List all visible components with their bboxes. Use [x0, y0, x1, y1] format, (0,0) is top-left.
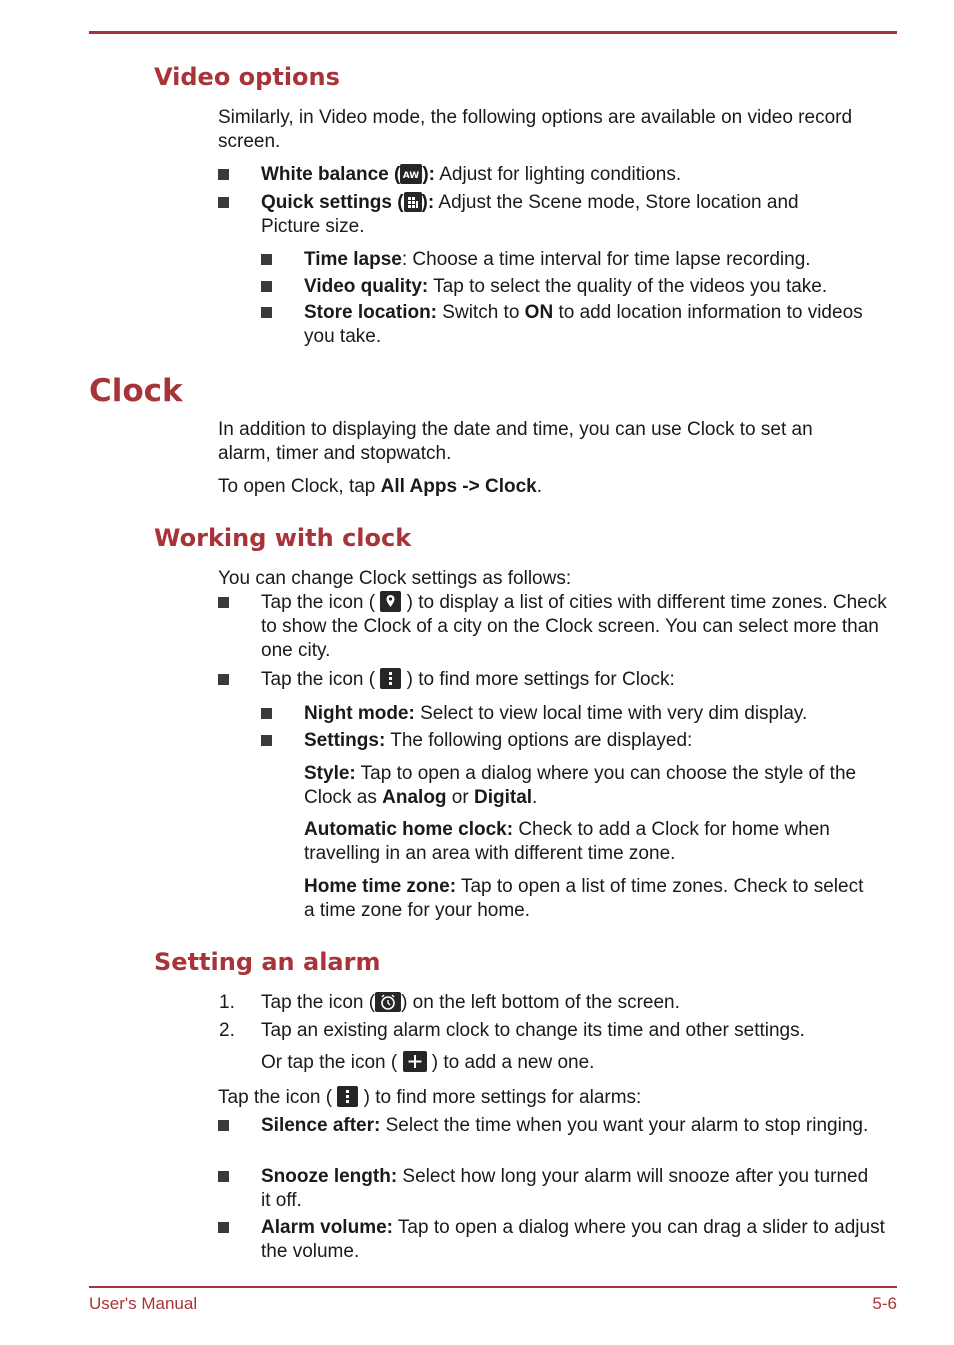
list-item-silence-after: Silence after: Select the time when you want your alarm to stop ringing. — [261, 1114, 871, 1138]
bullet — [218, 197, 229, 208]
heading-video-options: Video options — [154, 63, 340, 91]
bullet — [218, 169, 229, 180]
list-item-more-settings: Tap the icon ( ) to find more settings for Clock: — [261, 668, 881, 692]
setting-automatic-home-clock: Automatic home clock: Check to add a Clock for home when travelling in an area with different time zone. — [304, 819, 830, 864]
location-pin-icon — [380, 591, 401, 612]
heading-setting-an-alarm: Setting an alarm — [154, 948, 381, 976]
setting-style: Style: Tap to open a dialog where you can choose the style of the Clock as Analog or Digital. — [304, 763, 857, 808]
svg-text:AW: AW — [403, 171, 420, 181]
heading-clock: Clock — [89, 373, 183, 409]
menu-dots-icon — [337, 1086, 358, 1107]
working-intro: You can change Clock settings as follows: — [218, 568, 572, 589]
bullet — [261, 281, 272, 292]
bullet — [261, 254, 272, 265]
page-number: 5-6 — [872, 1294, 897, 1313]
bullet — [261, 307, 272, 318]
menu-dots-icon — [380, 668, 401, 689]
list-item-white-balance: White balance ( AW ): Adjust for lighting conditions. — [261, 163, 881, 187]
list-item-time-lapse: Time lapse: Choose a time interval for time lapse recording. — [304, 248, 894, 272]
white-balance-icon — [400, 164, 422, 184]
list-item-store-location: Store location: Switch to ON to add location information to videos you take. — [304, 301, 864, 349]
heading-working-with-clock: Working with clock — [154, 524, 412, 552]
add-alarm-instructions: Or tap the icon ( ) to add a new one. — [261, 1052, 595, 1073]
alarm-clock-icon — [375, 992, 401, 1012]
bullet — [218, 1120, 229, 1131]
top-rule — [89, 31, 897, 34]
add-icon — [403, 1051, 427, 1072]
bullet — [261, 708, 272, 719]
step-1: 1. Tap the icon ( ) on the left bottom of the screen. — [219, 992, 680, 1013]
list-item-cities: Tap the icon ( ) to display a list of cities with different time zones. Check to show the Clock of a city on the Clock screen. You can select more than one city. — [261, 591, 895, 663]
list-item-settings: Settings: The following options are displayed: — [304, 729, 884, 753]
bottom-rule — [89, 1286, 897, 1288]
setting-home-time-zone: Home time zone: Tap to open a list of time zones. Check to select a time zone for your home. — [304, 876, 864, 921]
bullet — [218, 1222, 229, 1233]
video-intro: Similarly, in Video mode, the following options are available on video record screen. — [218, 107, 853, 152]
bullet — [261, 735, 272, 746]
list-item-alarm-volume: Alarm volume: Tap to open a dialog where you can drag a slider to adjust the volume. — [261, 1216, 886, 1264]
alarm-more-settings: Tap the icon ( ) to find more settings for alarms: — [218, 1087, 642, 1108]
bullet — [218, 674, 229, 685]
step-2: 2. Tap an existing alarm clock to change its time and other settings. — [219, 1020, 805, 1041]
list-item-video-quality: Video quality: Tap to select the quality of the videos you take. — [304, 275, 904, 299]
quick-settings-icon — [404, 192, 422, 212]
bullet — [218, 1171, 229, 1182]
clock-intro: In addition to displaying the date and time, you can use Clock to set an alarm, timer and stopwatch. — [218, 419, 813, 464]
bullet — [218, 597, 229, 608]
list-item-quick-settings: Quick settings ( ): Adjust the Scene mode, Store location and Picture size. — [261, 191, 861, 239]
clock-open-instructions: To open Clock, tap All Apps -> Clock. — [218, 476, 543, 497]
list-item-snooze-length: Snooze length: Select how long your alarm will snooze after you turned it off. — [261, 1165, 871, 1213]
list-item-night-mode: Night mode: Select to view local time with very dim display. — [304, 702, 884, 726]
footer-title: User's Manual — [89, 1294, 198, 1313]
